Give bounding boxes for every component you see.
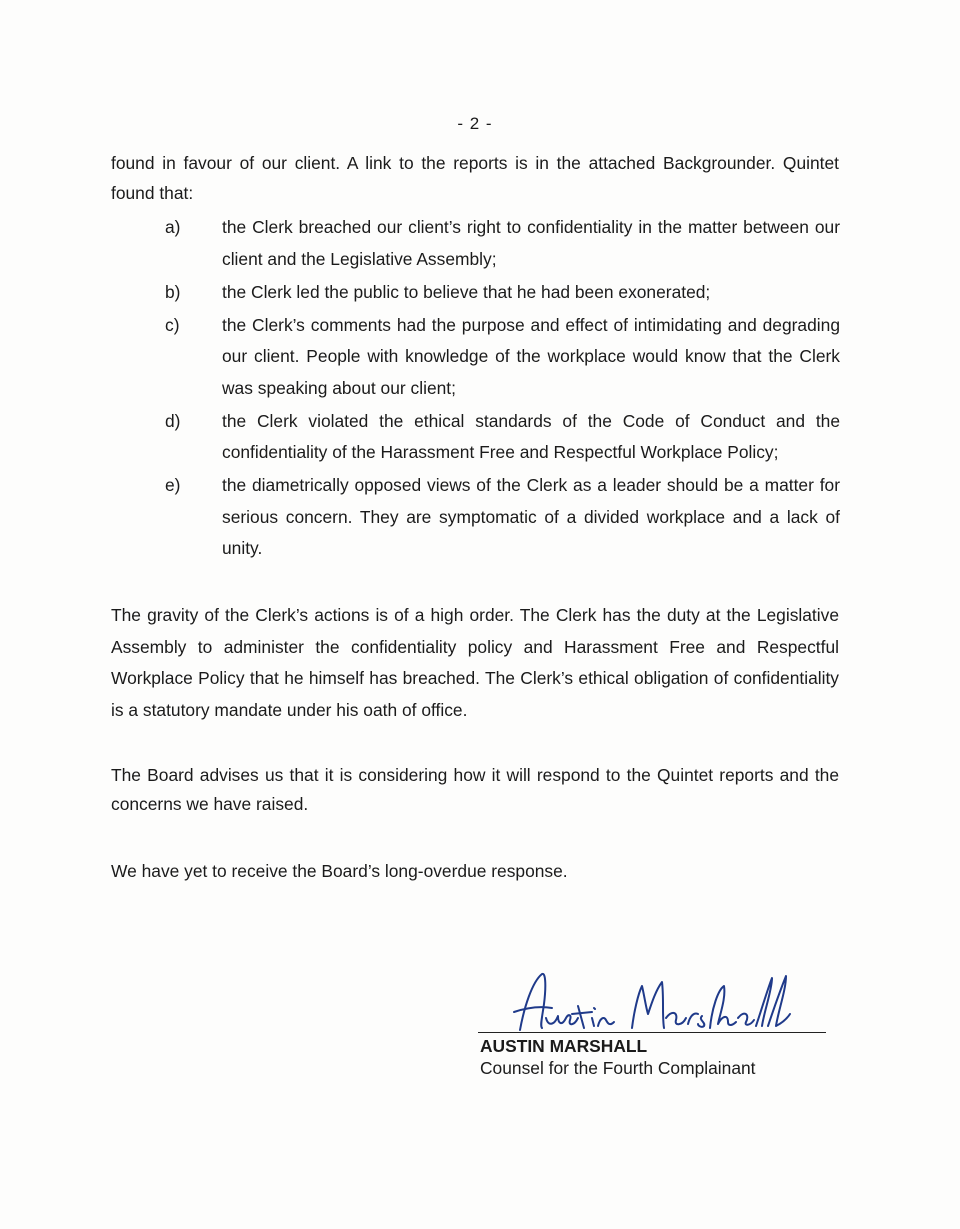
list-item [165,470,840,565]
page-number: - 2 - [457,114,493,133]
list-item [165,406,840,469]
list-item [165,212,840,275]
list-marker: b) [165,281,181,302]
intro-paragraph: found in favour of our client. A link to the reports is in the attached Backgrounder. Quintet found that: [111,153,839,203]
list-item-text: the Clerk led the public to believe that he had been exonerated; [222,281,711,302]
list-marker: e) [165,475,181,495]
list-marker: d) [165,410,181,431]
list-item-text: the Clerk breached our client’s right to confidentiality in the matter between our client and the Legislative Assembly; [222,217,840,269]
signature-line [478,1032,826,1033]
findings-list [165,212,840,566]
list-item [165,277,840,309]
list-item [165,310,840,405]
signer-name: AUSTIN MARSHALL [480,1036,648,1056]
list-marker: a) [165,217,181,237]
closing-paragraph: We have yet to receive the Board’s long-overdue response. [111,861,568,881]
list-item-text: the diametrically opposed views of the Clerk as a leader should be a matter for serious concern. They are symptomatic of a divided workplace and a lack of unity. [222,475,840,558]
board-paragraph: The Board advises us that it is considering how it will respond to the Quintet reports and the concerns we have raised. [111,765,839,814]
list-marker: c) [165,314,180,335]
list-item-text: the Clerk’s comments had the purpose and effect of intimidating and degrading our client. People with knowledge of the workplace would know that the Clerk was speaking about our client; [222,314,840,398]
handwritten-signature [506,968,796,1040]
list-item-text: the Clerk violated the ethical standards of the Code of Conduct and the confidentiality of the Harassment Free and Respectful Workplace Policy; [222,410,840,462]
signer-title: Counsel for the Fourth Complainant [480,1058,756,1078]
gravity-paragraph: The gravity of the Clerk’s actions is of a high order. The Clerk has the duty at the Legislative Assembly to administer the confidentiality policy and Harassment Free and Respectful Workplace Policy that he himself has breached. The Clerk’s ethical obligation of confidentiality is a statutory mandate under his oath of office. [111,605,839,720]
